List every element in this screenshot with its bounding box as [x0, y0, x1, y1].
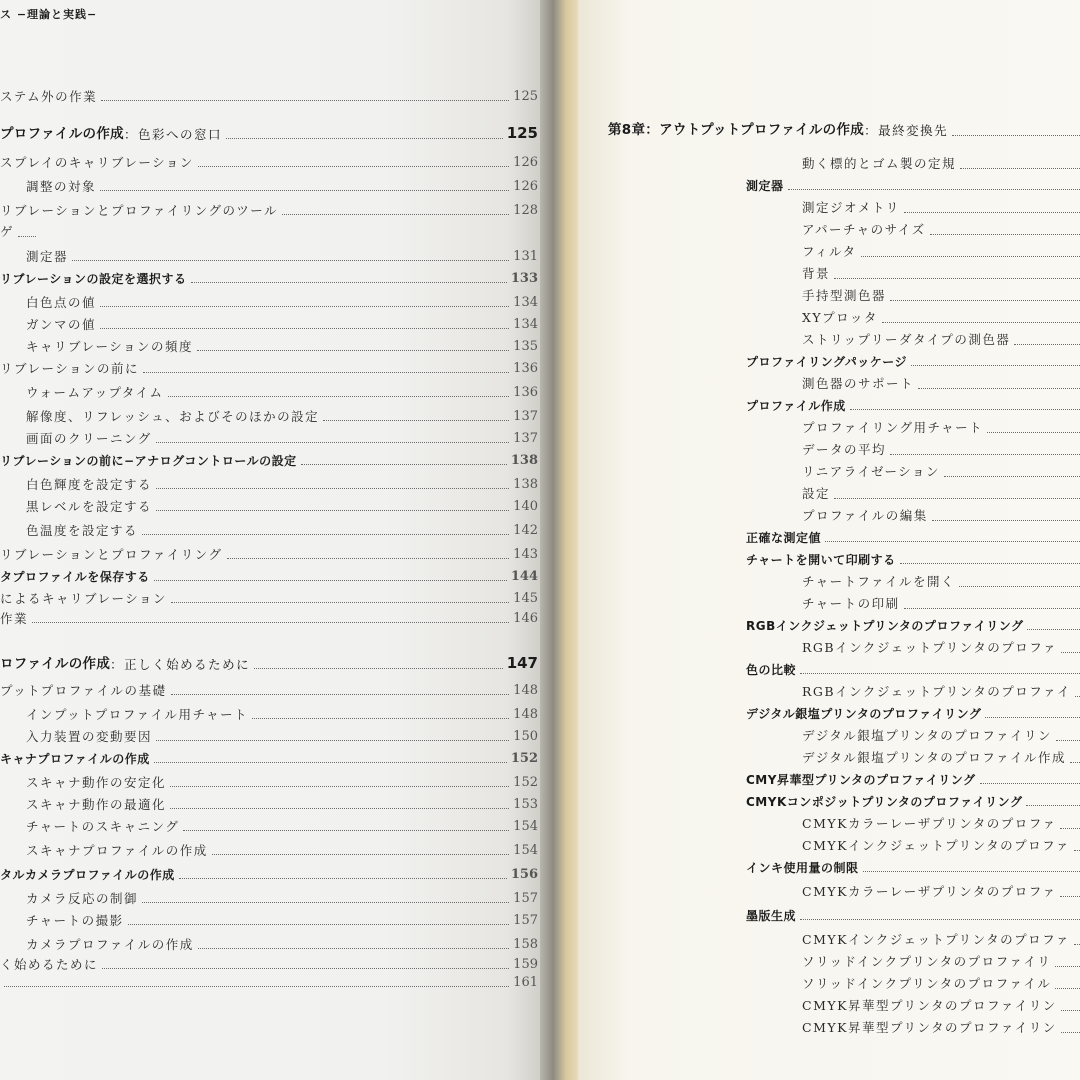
toc-entry: [802, 598, 1080, 611]
dot-leader: [143, 372, 509, 373]
toc-entry: [746, 796, 1080, 808]
toc-entry-title: 色温度を設定する: [26, 522, 139, 538]
dot-leader: [932, 520, 1080, 521]
toc-entry-title: ソリッドインクプリンタのプロファイル: [802, 976, 1052, 991]
toc-page-number: 137: [513, 409, 538, 424]
toc-entry-title: データの平均: [802, 442, 887, 457]
toc-entry-title: 白色点の値: [26, 294, 97, 310]
toc-entry-title: 調整の対象: [26, 178, 97, 194]
dot-leader: [1055, 966, 1080, 967]
toc-entry-title: アパーチャのサイズ: [802, 222, 926, 237]
toc-entry: [802, 886, 1080, 899]
toc-entry: [26, 844, 538, 857]
toc-entry-title: 第8章：アウトプットプロファイルの作成: [608, 122, 865, 138]
toc-entry-title: 手持型測色器: [802, 288, 887, 303]
dot-leader: [183, 830, 509, 831]
toc-entry-title: キャナプロファイルの作成: [0, 752, 150, 766]
dot-leader: [168, 396, 510, 397]
toc-entry-title: チャートのスキャニング: [26, 818, 180, 834]
toc-entry-title: リニアライゼーション: [802, 464, 941, 479]
dot-leader: [985, 717, 1080, 718]
toc-entry: [26, 318, 538, 331]
toc-entry: [26, 524, 538, 537]
toc-entry: [0, 204, 538, 217]
toc-entry: [26, 410, 538, 423]
dot-leader: [900, 563, 1080, 564]
toc-page-number: 140: [513, 499, 538, 514]
toc-entry-title: CMYKインクジェットプリンタのプロファ: [802, 838, 1070, 853]
toc-entry: [802, 312, 1080, 325]
dot-leader: [1061, 652, 1080, 653]
toc-entry: [802, 840, 1080, 853]
dot-leader: [987, 432, 1080, 433]
toc-entry-title: スキャナ動作の安定化: [26, 774, 167, 790]
toc-page-number: 135: [513, 339, 538, 354]
toc-entry-title: ストリップリーダタイプの測色器: [802, 332, 1011, 347]
dot-leader: [1060, 896, 1080, 897]
toc-entry-title: 動く標的とゴム製の定規: [802, 156, 957, 171]
toc-page-number: 138: [513, 477, 538, 492]
toc-entry: [0, 226, 40, 239]
toc-page-number: 126: [513, 155, 538, 170]
toc-entry: [26, 432, 538, 445]
toc-entry-title: デジタル銀塩プリンタのプロファイル作成: [802, 750, 1067, 765]
toc-entry: [746, 708, 1080, 720]
toc-entry-title: プットプロファイルの基礎: [0, 682, 167, 698]
toc-entry: [802, 686, 1080, 699]
dot-leader: [1055, 988, 1080, 989]
toc-entry: [26, 938, 538, 951]
toc-entry: [746, 664, 1080, 676]
toc-page-number: 161: [513, 975, 538, 990]
toc-entry-title: フィルタ: [802, 244, 857, 259]
toc-page-number: 145: [513, 591, 538, 606]
toc-entry-title: カメラ反応の制御: [26, 890, 139, 906]
toc-entry-title: RGBインクジェットプリンタのプロファイリング: [746, 619, 1024, 633]
toc-entry: [746, 554, 1080, 566]
toc-entry-title: RGBインクジェットプリンタのプロファイ: [802, 684, 1071, 699]
toc-entry: [0, 156, 538, 169]
toc-entry-title: 測定ジオメトリ: [802, 200, 900, 215]
toc-entry-title: ソリッドインクプリンタのプロファイリ: [802, 954, 1052, 969]
toc-entry: [746, 910, 1080, 922]
toc-page-number: 148: [513, 683, 538, 698]
dot-leader: [18, 236, 36, 237]
toc-entry-title: CMYKインクジェットプリンタのプロファ: [802, 932, 1070, 947]
toc-entry: [746, 532, 1080, 544]
toc-entry: [746, 620, 1080, 632]
dot-leader: [191, 282, 507, 283]
dot-leader: [904, 608, 1080, 609]
toc-entry-title: 正確な測定値: [746, 531, 822, 545]
dot-leader: [72, 260, 509, 261]
toc-page-number: 159: [513, 957, 538, 972]
toc-entry: [26, 820, 538, 833]
dot-leader: [800, 673, 1080, 674]
toc-entry: [26, 730, 538, 743]
toc-entry: [802, 246, 1080, 259]
toc-entry-title: 黒レベルを設定する: [26, 498, 153, 514]
toc-entry-title: デジタル銀塩プリンタのプロファイリン: [802, 728, 1053, 743]
toc-page-number: 137: [513, 431, 538, 446]
toc-page-number: 125: [506, 124, 538, 142]
toc-entry-title: 画面のクリーニング: [26, 430, 152, 446]
dot-leader: [863, 871, 1080, 872]
dot-leader: [930, 234, 1080, 235]
toc-page-number: 138: [510, 453, 538, 468]
toc-entry-subtitle: ：正しく始めるために: [110, 656, 251, 672]
toc-page-number: 148: [513, 707, 538, 722]
toc-entry: [802, 444, 1080, 457]
toc-entry-title: ガンマの値: [26, 316, 97, 332]
toc-page-number: 152: [510, 751, 538, 766]
dot-leader: [1026, 805, 1080, 806]
toc-entry: [26, 296, 538, 309]
toc-entry-title: インキ使用量の制限: [746, 861, 859, 875]
toc-page-number: 142: [513, 523, 538, 538]
dot-leader: [834, 498, 1080, 499]
toc-entry-title: プロファイルの作成: [0, 125, 124, 142]
toc-entry: [802, 1022, 1080, 1035]
toc-entry-title: チャートの印刷: [802, 596, 900, 611]
toc-page-number: 158: [513, 937, 538, 952]
toc-entry-title: く始めるために: [0, 956, 99, 972]
toc-page-number: 154: [513, 843, 538, 858]
dot-leader: [142, 902, 509, 903]
toc-page-number: 157: [513, 913, 538, 928]
dot-leader: [100, 306, 509, 307]
toc-entry-title: 測定器: [746, 179, 784, 193]
toc-entry-title: チャートの撮影: [26, 912, 124, 928]
dot-leader: [170, 786, 509, 787]
dot-leader: [825, 541, 1080, 542]
dot-leader: [142, 534, 509, 535]
toc-entry: [802, 488, 1080, 501]
toc-entry-title: ステム外の作業: [0, 88, 98, 104]
toc-entry: [802, 1000, 1080, 1013]
toc-entry: [26, 708, 538, 721]
dot-leader: [171, 602, 509, 603]
toc-entry: [26, 250, 538, 263]
toc-page-number: 144: [510, 569, 538, 584]
running-header: ス −理論と実践−: [0, 8, 98, 21]
dot-leader: [32, 622, 509, 623]
dot-leader: [960, 168, 1080, 169]
dot-leader: [1014, 344, 1080, 345]
dot-leader: [100, 190, 509, 191]
dot-leader: [171, 694, 510, 695]
toc-entry: [0, 752, 538, 765]
toc-entry: [0, 362, 538, 375]
toc-page-number: 143: [513, 547, 538, 562]
dot-leader: [198, 948, 509, 949]
toc-page-number: 133: [510, 271, 538, 286]
toc-entry: [0, 684, 538, 697]
toc-entry: [802, 576, 1080, 589]
dot-leader: [4, 986, 509, 987]
dot-leader: [952, 135, 1080, 136]
dot-leader: [944, 476, 1080, 477]
toc-entry-title: キャリブレーションの頻度: [26, 338, 194, 354]
toc-entry: [0, 868, 538, 881]
dot-leader: [1074, 944, 1080, 945]
dot-leader: [227, 558, 510, 559]
dot-leader: [101, 100, 509, 101]
toc-entry-title: CMYKカラーレーザプリンタのプロファ: [802, 884, 1057, 899]
toc-entry-title: リブレーションの前に−アナログコントロールの設定: [0, 454, 297, 468]
toc-entry: [802, 202, 1080, 215]
toc-entry: [802, 422, 1080, 435]
toc-entry: [0, 656, 538, 671]
dot-leader: [154, 580, 507, 581]
toc-entry: [802, 378, 1080, 391]
toc-page-number: 157: [513, 891, 538, 906]
dot-leader: [1060, 828, 1080, 829]
toc-entry-title: リブレーションの前に: [0, 360, 140, 376]
toc-entry-title: 作業: [0, 610, 29, 626]
dot-leader: [890, 454, 1080, 455]
toc-entry: [0, 612, 538, 625]
dot-leader: [156, 442, 509, 443]
dot-leader: [252, 718, 509, 719]
toc-entry-title: 測色器のサポート: [802, 376, 915, 391]
toc-entry-title: プロファイル作成: [746, 399, 846, 413]
dot-leader: [197, 350, 509, 351]
toc-entry-title: インプットプロファイル用チャート: [26, 706, 249, 722]
dot-leader: [254, 668, 503, 669]
toc-entry-title: CMYKコンポジットプリンタのプロファイリング: [746, 795, 1023, 809]
toc-entry: [802, 730, 1080, 743]
dot-leader: [154, 762, 507, 763]
toc-entry: [802, 290, 1080, 303]
toc-entry: [0, 548, 538, 561]
toc-entry-title: タルカメラプロファイルの作成: [0, 868, 175, 882]
dot-leader: [102, 968, 509, 969]
toc-page-number: 131: [513, 249, 538, 264]
dot-leader: [1061, 1010, 1080, 1011]
toc-entry-title: ウォームアップタイム: [26, 384, 164, 400]
toc-page-number: 152: [513, 775, 538, 790]
toc-entry: [746, 774, 1080, 786]
toc-entry-title: CMYKカラーレーザプリンタのプロファ: [802, 816, 1057, 831]
toc-entry: [746, 356, 1080, 368]
toc-entry-title: チャートファイルを開く: [802, 574, 956, 589]
dot-leader: [212, 854, 509, 855]
right-toc: [578, 0, 1080, 1080]
toc-entry: [802, 268, 1080, 281]
dot-leader: [323, 420, 509, 421]
toc-page-number: 156: [510, 867, 538, 882]
toc-entry-title: ロファイルの作成: [0, 655, 111, 672]
toc-entry: [26, 798, 538, 811]
toc-entry-title: 色の比較: [746, 663, 797, 677]
toc-entry: [802, 818, 1080, 831]
dot-leader: [800, 919, 1080, 920]
toc-entry-title: 設定: [802, 486, 831, 501]
toc-entry-title: プロファイリングパッケージ: [746, 355, 908, 369]
toc-entry-title: リブレーションとプロファイリングのツール: [0, 202, 279, 218]
toc-entry: [802, 978, 1080, 991]
toc-entry: [0, 976, 538, 989]
dot-leader: [170, 808, 509, 809]
toc-entry: [746, 180, 1080, 192]
toc-entry: [802, 466, 1080, 479]
toc-entry: [0, 126, 538, 141]
toc-entry-title: 解像度、リフレッシュ、およびそのほかの設定: [26, 408, 320, 424]
toc-entry: [746, 862, 1080, 874]
toc-entry: [802, 334, 1080, 347]
toc-page-number: 128: [513, 203, 538, 218]
toc-page-number: 125: [513, 89, 538, 104]
toc-entry-title: 入力装置の変動要因: [26, 728, 153, 744]
toc-page-number: 134: [513, 295, 538, 310]
dot-leader: [850, 409, 1080, 410]
toc-entry-title: 背景: [802, 266, 831, 281]
toc-entry-title: CMYK昇華型プリンタのプロファイリン: [802, 998, 1057, 1013]
toc-entry-title: プロファイリング用チャート: [802, 420, 984, 435]
dot-leader: [911, 365, 1080, 366]
toc-entry: [802, 158, 1080, 171]
toc-entry-title: タプロファイルを保存する: [0, 570, 150, 584]
toc-page-number: 136: [513, 385, 538, 400]
toc-entry-title: リブレーションの設定を選択する: [0, 272, 187, 286]
toc-entry: [0, 592, 538, 605]
dot-leader: [156, 740, 509, 741]
toc-entry-title: カメラプロファイルの作成: [26, 936, 194, 952]
dot-leader: [198, 166, 509, 167]
toc-page-number: 146: [513, 611, 538, 626]
toc-entry: [746, 400, 1080, 412]
toc-entry: [802, 934, 1080, 947]
dot-leader: [301, 464, 507, 465]
toc-entry-title: スキャナプロファイルの作成: [26, 842, 208, 858]
toc-page-number: 147: [506, 654, 538, 672]
dot-leader: [1070, 762, 1080, 763]
toc-entry: [26, 500, 538, 513]
dot-leader: [918, 388, 1080, 389]
dot-leader: [890, 300, 1080, 301]
toc-entry: [26, 180, 538, 193]
dot-leader: [1027, 629, 1080, 630]
right-page: [578, 0, 1080, 1080]
toc-page-number: 153: [513, 797, 538, 812]
toc-entry-title: RGBインクジェットプリンタのプロファ: [802, 640, 1057, 655]
dot-leader: [1056, 740, 1080, 741]
dot-leader: [882, 322, 1080, 323]
toc-entry-title: ゲ: [0, 224, 15, 239]
dot-leader: [100, 328, 509, 329]
toc-entry: [26, 776, 538, 789]
dot-leader: [179, 878, 507, 879]
toc-entry-title: スプレイのキャリブレーション: [0, 154, 194, 170]
dot-leader: [282, 214, 509, 215]
toc-entry: [26, 340, 538, 353]
toc-entry-title: 墨版生成: [746, 909, 797, 923]
toc-entry-title: 白色輝度を設定する: [26, 476, 153, 492]
toc-page-number: 136: [513, 361, 538, 376]
toc-entry-title: 測定器: [26, 248, 69, 264]
dot-leader: [128, 924, 510, 925]
toc-entry: [802, 752, 1080, 765]
toc-entry: [26, 386, 538, 399]
dot-leader: [226, 138, 503, 139]
dot-leader: [904, 212, 1080, 213]
toc-entry-title: XYプロッタ: [802, 310, 878, 325]
toc-entry: [0, 958, 538, 971]
toc-entry: [0, 570, 538, 583]
toc-page-number: 126: [513, 179, 538, 194]
toc-entry: [26, 914, 538, 927]
toc-entry: [26, 892, 538, 905]
toc-entry: [608, 124, 1080, 138]
toc-page-number: 154: [513, 819, 538, 834]
dot-leader: [788, 189, 1080, 190]
toc-entry-title: によるキャリブレーション: [0, 590, 168, 606]
dot-leader: [834, 278, 1080, 279]
toc-entry-subtitle: ：色彩への窓口: [123, 126, 222, 142]
dot-leader: [156, 510, 509, 511]
toc-entry-title: リブレーションとプロファイリング: [0, 546, 223, 562]
toc-entry: [0, 272, 538, 285]
toc-entry-title: デジタル銀塩プリンタのプロファイリング: [746, 707, 982, 721]
dot-leader: [156, 488, 509, 489]
toc-entry: [26, 478, 538, 491]
dot-leader: [1075, 696, 1080, 697]
toc-entry-title: スキャナ動作の最適化: [26, 796, 167, 812]
toc-entry: [0, 454, 538, 467]
toc-entry: [0, 90, 538, 103]
toc-entry-title: プロファイルの編集: [802, 508, 928, 523]
dot-leader: [959, 586, 1080, 587]
dot-leader: [861, 256, 1080, 257]
toc-page-number: 150: [513, 729, 538, 744]
toc-page-number: 134: [513, 317, 538, 332]
dot-leader: [980, 783, 1080, 784]
toc-entry-subtitle: ：最終変換先: [864, 123, 949, 138]
toc-entry: [802, 510, 1080, 523]
toc-entry: [802, 642, 1080, 655]
toc-entry-title: CMYK昇華型プリンタのプロファイリン: [802, 1020, 1057, 1035]
dot-leader: [1074, 850, 1080, 851]
toc-entry: [802, 956, 1080, 969]
dot-leader: [1061, 1032, 1080, 1033]
toc-entry-title: チャートを開いて印刷する: [746, 553, 896, 567]
toc-entry-title: CMY昇華型プリンタのプロファイリング: [746, 773, 976, 787]
toc-entry: [802, 224, 1080, 237]
